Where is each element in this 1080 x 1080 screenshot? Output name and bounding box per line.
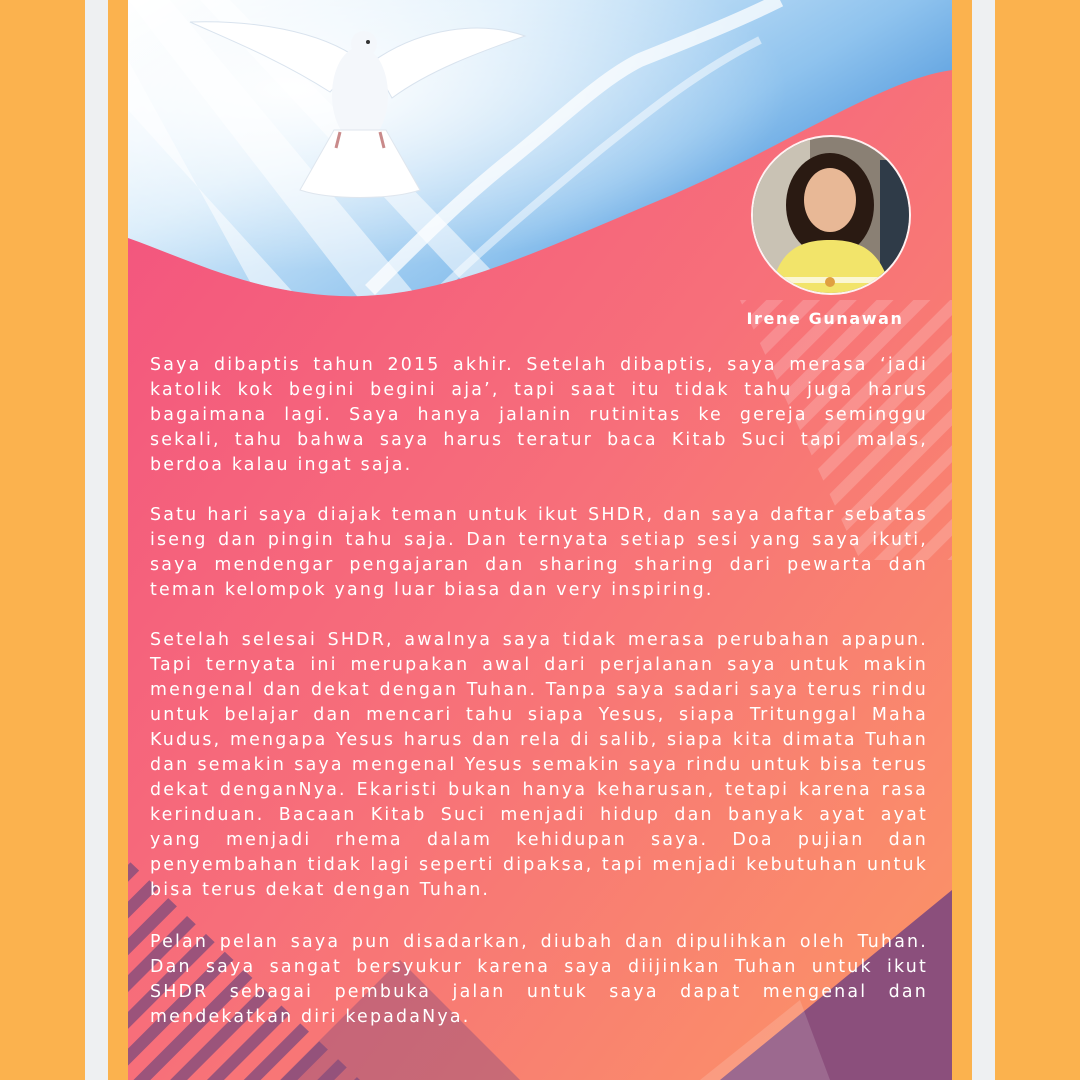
testimony-paragraph: Saya dibaptis tahun 2015 akhir. Setelah dibaptis, saya merasa ‘jadi katolik kok begini begini aja’, tapi saat itu tidak tahu juga harus bagaimana lagi. Saya hanya jalanin rutinitas ke gereja seminggu sekali, tahu bahwa saya harus teratur baca Kitab Suci tapi malas, berdoa kalau ingat saja. xyxy=(150,355,928,475)
testimony-paragraph: Satu hari saya diajak teman untuk ikut SHDR, dan saya daftar sebatas iseng dan pingin tahu saja. Dan ternyata setiap sesi yang saya ikuti, saya mendengar pengajaran dan sharing sharing dari pewarta dan teman kelompok yang luar biasa dan very inspiring. xyxy=(150,505,928,600)
testimony-paragraph: Setelah selesai SHDR, awalnya saya tidak merasa perubahan apapun. Tapi ternyata ini merupakan awal dari perjalanan saya untuk makin mengenal dan dekat dengan Tuhan. Tanpa saya sadari saya terus rindu untuk belajar dan mencari tahu siapa Yesus, siapa Tritunggal Maha Kudus, mengapa Yesus harus dan rela di salib, siapa kita dimata Tuhan dan semakin saya mengenal Yesus semakin saya rindu untuk bisa terus dekat denganNya. Ekaristi bukan hanya keharusan, tetapi karena rasa kerinduan. Bacaan Kitab Suci menjadi hidup dan banyak ayat ayat yang menjadi rhema dalam kehidupan saya. Doa pujian dan penyembahan tidak lagi seperti dipaksa, tapi menjadi kebutuhan untuk bisa terus dekat dengan Tuhan. xyxy=(150,630,928,900)
testimony-paragraph: Pelan pelan saya pun disadarkan, diubah dan dipulihkan oleh Tuhan. Dan saya sangat bersyukur karena saya diijinkan Tuhan untuk ikut SHDR sebagai pembuka jalan untuk saya dapat mengenal dan mendekatkan diri kepadaNya. xyxy=(150,932,928,1027)
author-name: Irene Gunawan xyxy=(746,309,904,328)
